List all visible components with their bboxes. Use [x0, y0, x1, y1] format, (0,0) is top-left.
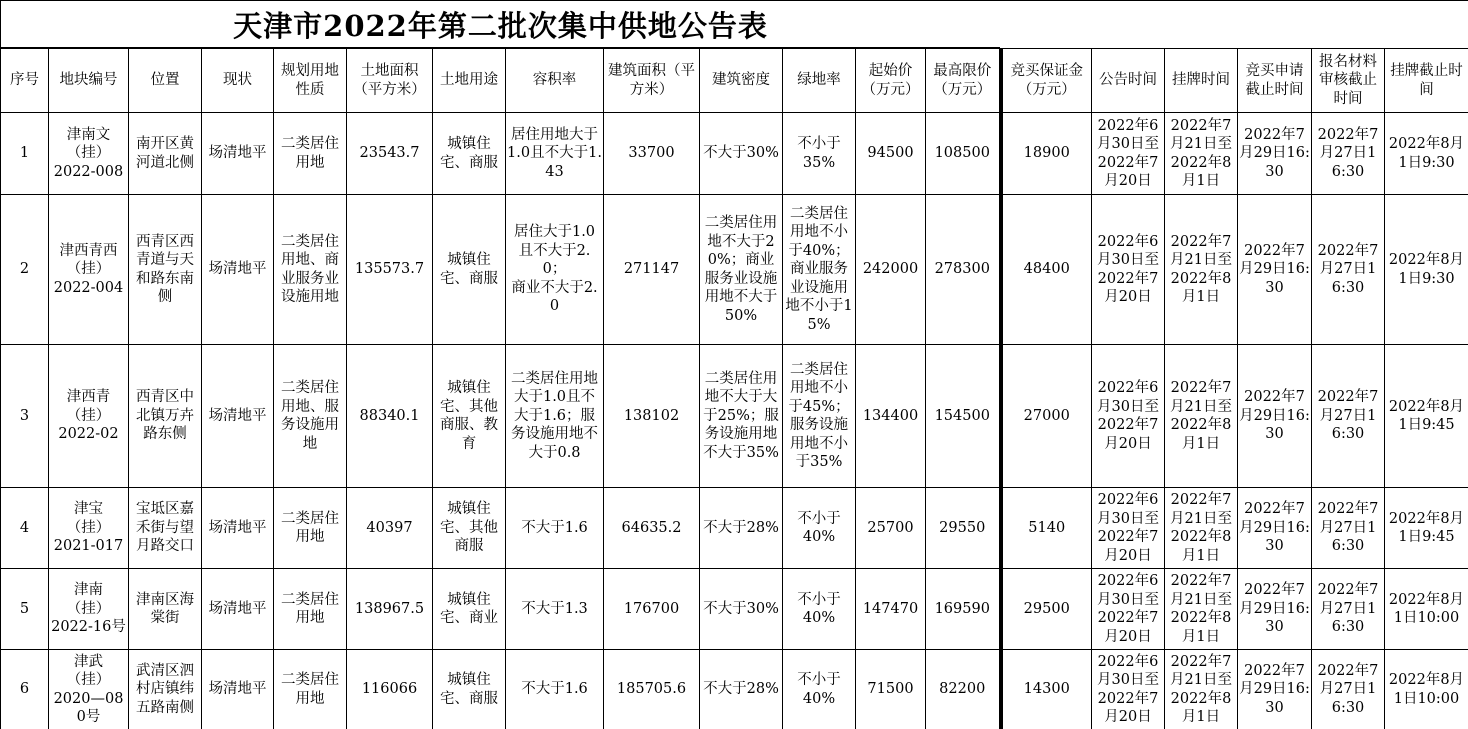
- cell-deposit: 48400: [1001, 195, 1092, 345]
- cell-land-area: 40397: [347, 488, 433, 569]
- header-row: [1, 49, 1468, 113]
- cell-no: 2: [1, 195, 49, 345]
- cell-listing-deadline: 2022年8月1日9:45: [1385, 345, 1468, 488]
- cell-land-use: 城镇住宅、其他商服、教育: [433, 345, 506, 488]
- cell-review-deadline: 2022年7月27日16:30: [1312, 113, 1385, 195]
- cell-deposit: 5140: [1001, 488, 1092, 569]
- cell-green-ratio: 二类居住用地不小于45%；服务设施用地不小于35%: [783, 345, 856, 488]
- header-max-price: 最高限价（万元）: [926, 49, 1001, 113]
- cell-location: 宝坻区嘉禾街与望月路交口: [129, 488, 202, 569]
- cell-max-price: 278300: [926, 195, 1001, 345]
- cell-floor-area: 176700: [604, 569, 700, 650]
- cell-start-price: 242000: [856, 195, 926, 345]
- table-row: [1, 113, 1468, 195]
- cell-listing-deadline: 2022年8月1日9:45: [1385, 488, 1468, 569]
- cell-announce-time: 2022年6月30日至2022年7月20日: [1092, 195, 1165, 345]
- header-planned-nature: 规划用地性质: [274, 49, 347, 113]
- cell-start-price: 94500: [856, 113, 926, 195]
- table-row: [1, 650, 1468, 729]
- cell-location: 南开区黄河道北侧: [129, 113, 202, 195]
- cell-parcel-code: 津西青西 （挂） 2022-004: [49, 195, 129, 345]
- cell-deposit: 27000: [1001, 345, 1092, 488]
- cell-max-price: 108500: [926, 113, 1001, 195]
- header-green-ratio: 绿地率: [783, 49, 856, 113]
- cell-announce-time: 2022年6月30日至2022年7月20日: [1092, 345, 1165, 488]
- cell-listing-deadline: 2022年8月1日10:00: [1385, 569, 1468, 650]
- page-title: 天津市2022年第二批次集中供地公告表: [0, 0, 1000, 48]
- cell-deposit: 14300: [1001, 650, 1092, 729]
- header-listing-time: 挂牌时间: [1165, 49, 1238, 113]
- table-row: [1, 195, 1468, 345]
- cell-listing-deadline: 2022年8月1日10:00: [1385, 650, 1468, 729]
- cell-parcel-code: 津武 （挂） 2020—080号: [49, 650, 129, 729]
- cell-land-area: 116066: [347, 650, 433, 729]
- cell-green-ratio: 不小于 35%: [783, 113, 856, 195]
- cell-floor-area: 185705.6: [604, 650, 700, 729]
- cell-review-deadline: 2022年7月27日16:30: [1312, 650, 1385, 729]
- header-plot-ratio: 容积率: [506, 49, 604, 113]
- cell-building-density: 二类居住用地不大于大于25%；服务设施用地不大于35%: [700, 345, 783, 488]
- cell-no: 4: [1, 488, 49, 569]
- header-parcel-code: 地块编号: [49, 49, 129, 113]
- cell-plot-ratio: 不大于1.6: [506, 488, 604, 569]
- cell-apply-deadline: 2022年7月29日16:30: [1238, 569, 1312, 650]
- title-blank-area: [1000, 0, 1468, 48]
- cell-status: 场清地平: [202, 195, 274, 345]
- cell-building-density: 二类居住用地不大于20%；商业服务业设施用地不大于50%: [700, 195, 783, 345]
- cell-green-ratio: 二类居住用地不小于40%；商业服务业设施用地不小于15%: [783, 195, 856, 345]
- cell-planned-nature: 二类居住用地: [274, 488, 347, 569]
- cell-floor-area: 64635.2: [604, 488, 700, 569]
- header-no: 序号: [1, 49, 49, 113]
- cell-parcel-code: 津南 （挂） 2022-16号: [49, 569, 129, 650]
- header-review-deadline: 报名材料审核截止时间: [1312, 49, 1385, 113]
- cell-plot-ratio: 居住大于1.0且不大于2.0； 商业不大于2.0: [506, 195, 604, 345]
- cell-deposit: 18900: [1001, 113, 1092, 195]
- cell-max-price: 154500: [926, 345, 1001, 488]
- cell-planned-nature: 二类居住用地: [274, 650, 347, 729]
- cell-deposit: 29500: [1001, 569, 1092, 650]
- cell-start-price: 134400: [856, 345, 926, 488]
- cell-building-density: 不大于28%: [700, 650, 783, 729]
- table-row: [1, 345, 1468, 488]
- cell-plot-ratio: 不大于1.3: [506, 569, 604, 650]
- cell-floor-area: 138102: [604, 345, 700, 488]
- cell-apply-deadline: 2022年7月29日16:30: [1238, 345, 1312, 488]
- cell-start-price: 147470: [856, 569, 926, 650]
- cell-parcel-code: 津南文 （挂） 2022-008: [49, 113, 129, 195]
- cell-start-price: 25700: [856, 488, 926, 569]
- cell-land-area: 88340.1: [347, 345, 433, 488]
- cell-announce-time: 2022年6月30日至2022年7月20日: [1092, 650, 1165, 729]
- cell-announce-time: 2022年6月30日至2022年7月20日: [1092, 569, 1165, 650]
- cell-plot-ratio: 居住用地大于1.0且不大于1.43: [506, 113, 604, 195]
- cell-apply-deadline: 2022年7月29日16:30: [1238, 113, 1312, 195]
- header-building-density: 建筑密度: [700, 49, 783, 113]
- cell-green-ratio: 不小于 40%: [783, 569, 856, 650]
- cell-planned-nature: 二类居住用地: [274, 113, 347, 195]
- cell-listing-deadline: 2022年8月1日9:30: [1385, 113, 1468, 195]
- cell-planned-nature: 二类居住用地、商业服务业设施用地: [274, 195, 347, 345]
- header-announce-time: 公告时间: [1092, 49, 1165, 113]
- cell-announce-time: 2022年6月30日至2022年7月20日: [1092, 488, 1165, 569]
- cell-apply-deadline: 2022年7月29日16:30: [1238, 488, 1312, 569]
- header-start-price: 起始价（万元）: [856, 49, 926, 113]
- cell-status: 场清地平: [202, 650, 274, 729]
- cell-review-deadline: 2022年7月27日16:30: [1312, 488, 1385, 569]
- cell-land-use: 城镇住宅、商服: [433, 195, 506, 345]
- cell-no: 3: [1, 345, 49, 488]
- cell-start-price: 71500: [856, 650, 926, 729]
- cell-review-deadline: 2022年7月27日16:30: [1312, 195, 1385, 345]
- cell-land-use: 城镇住宅、商业: [433, 569, 506, 650]
- cell-green-ratio: 不小于 40%: [783, 488, 856, 569]
- cell-location: 西青区中北镇万卉路东侧: [129, 345, 202, 488]
- cell-max-price: 169590: [926, 569, 1001, 650]
- header-deposit: 竞买保证金（万元）: [1001, 49, 1092, 113]
- header-land-area: 土地面积（平方米）: [347, 49, 433, 113]
- cell-status: 场清地平: [202, 569, 274, 650]
- cell-max-price: 82200: [926, 650, 1001, 729]
- cell-listing-time: 2022年7月21日至2022年8月1日: [1165, 195, 1238, 345]
- cell-no: 6: [1, 650, 49, 729]
- cell-listing-time: 2022年7月21日至2022年8月1日: [1165, 345, 1238, 488]
- cell-listing-time: 2022年7月21日至2022年8月1日: [1165, 113, 1238, 195]
- cell-review-deadline: 2022年7月27日16:30: [1312, 569, 1385, 650]
- header-listing-deadline: 挂牌截止时间: [1385, 49, 1468, 113]
- cell-no: 5: [1, 569, 49, 650]
- header-land-use: 土地用途: [433, 49, 506, 113]
- cell-announce-time: 2022年6月30日至2022年7月20日: [1092, 113, 1165, 195]
- cell-land-use: 城镇住宅、商服: [433, 113, 506, 195]
- cell-building-density: 不大于30%: [700, 569, 783, 650]
- cell-listing-deadline: 2022年8月1日9:30: [1385, 195, 1468, 345]
- cell-planned-nature: 二类居住用地: [274, 569, 347, 650]
- land-supply-table: [0, 48, 1468, 729]
- header-floor-area: 建筑面积（平方米）: [604, 49, 700, 113]
- cell-listing-time: 2022年7月21日至2022年8月1日: [1165, 569, 1238, 650]
- cell-listing-time: 2022年7月21日至2022年8月1日: [1165, 650, 1238, 729]
- cell-parcel-code: 津宝 （挂） 2021-017: [49, 488, 129, 569]
- cell-land-area: 23543.7: [347, 113, 433, 195]
- cell-apply-deadline: 2022年7月29日16:30: [1238, 650, 1312, 729]
- table-row: [1, 488, 1468, 569]
- header-apply-deadline: 竞买申请截止时间: [1238, 49, 1312, 113]
- cell-max-price: 29550: [926, 488, 1001, 569]
- cell-land-use: 城镇住宅、其他商服: [433, 488, 506, 569]
- cell-no: 1: [1, 113, 49, 195]
- cell-plot-ratio: 不大于1.6: [506, 650, 604, 729]
- cell-land-use: 城镇住宅、商服: [433, 650, 506, 729]
- cell-status: 场清地平: [202, 345, 274, 488]
- cell-location: 西青区西青道与天和路东南侧: [129, 195, 202, 345]
- cell-plot-ratio: 二类居住用地大于1.0且不大于1.6；服务设施用地不大于0.8: [506, 345, 604, 488]
- cell-land-area: 135573.7: [347, 195, 433, 345]
- cell-apply-deadline: 2022年7月29日16:30: [1238, 195, 1312, 345]
- cell-parcel-code: 津西青 （挂） 2022-02: [49, 345, 129, 488]
- header-status: 现状: [202, 49, 274, 113]
- cell-location: 武清区泗村店镇纬五路南侧: [129, 650, 202, 729]
- cell-land-area: 138967.5: [347, 569, 433, 650]
- cell-green-ratio: 不小于 40%: [783, 650, 856, 729]
- table-row: [1, 569, 1468, 650]
- header-location: 位置: [129, 49, 202, 113]
- cell-status: 场清地平: [202, 113, 274, 195]
- cell-review-deadline: 2022年7月27日16:30: [1312, 345, 1385, 488]
- cell-building-density: 不大于30%: [700, 113, 783, 195]
- cell-status: 场清地平: [202, 488, 274, 569]
- cell-location: 津南区海棠街: [129, 569, 202, 650]
- cell-floor-area: 271147: [604, 195, 700, 345]
- cell-floor-area: 33700: [604, 113, 700, 195]
- cell-planned-nature: 二类居住用地、服务设施用地: [274, 345, 347, 488]
- cell-listing-time: 2022年7月21日至2022年8月1日: [1165, 488, 1238, 569]
- cell-building-density: 不大于28%: [700, 488, 783, 569]
